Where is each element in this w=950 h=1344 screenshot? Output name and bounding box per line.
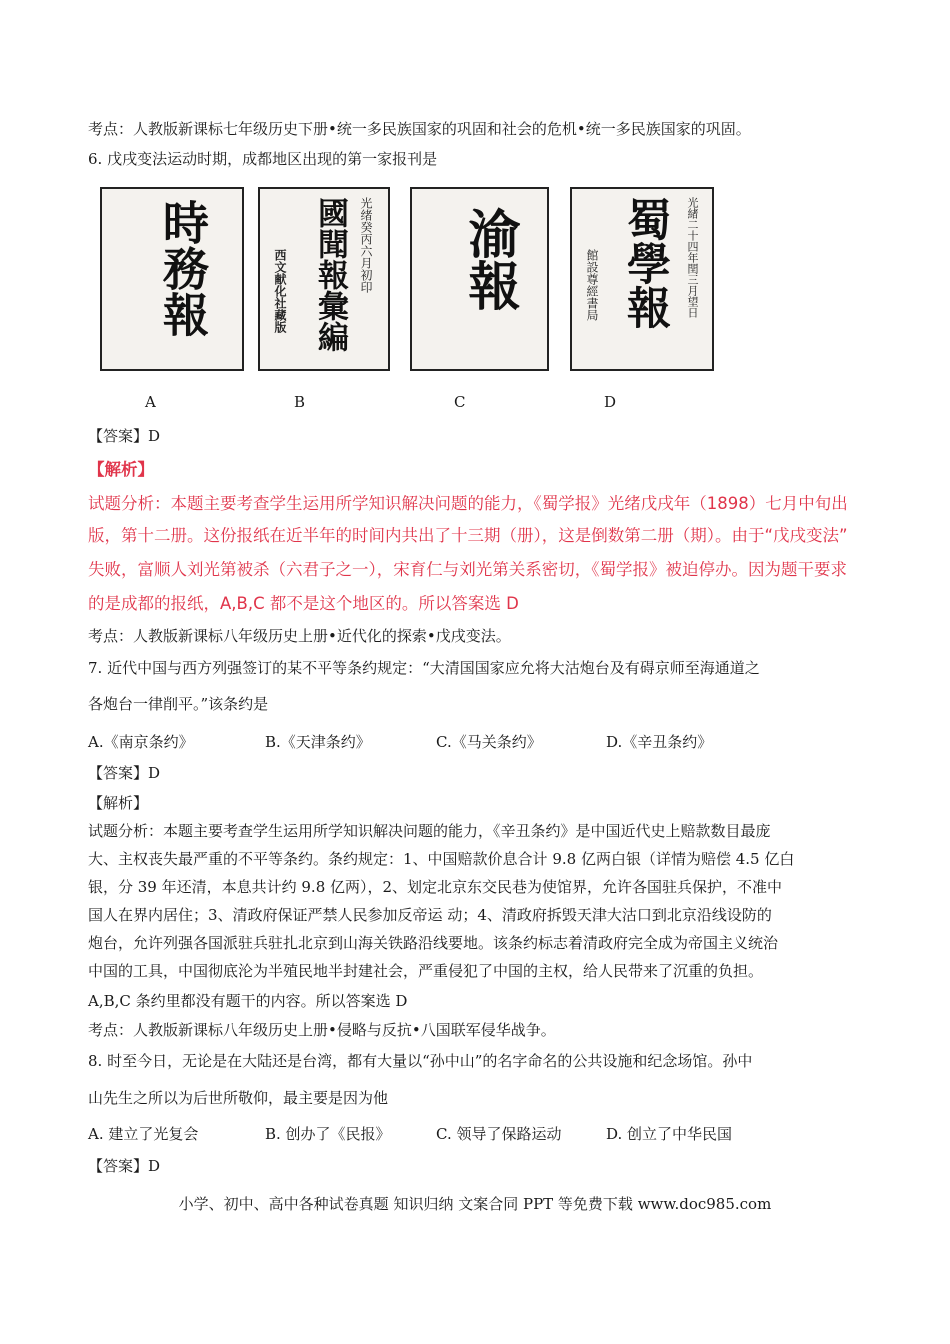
analysis-7-heading: 【解析】 xyxy=(88,794,149,812)
newspaper-image-a xyxy=(100,187,244,371)
analysis-7-line: 国人在界内居住；3、清政府保证严禁人民参加反帝运 动；4、清政府拆毁天津大沽口到北京沿线设防的 xyxy=(88,906,772,924)
question-7: 7. 近代中国与西方列强签订的某不平等条约规定：“大清国国家应允将大沽炮台及有碍京师至海通道之 xyxy=(88,659,760,677)
image-b-side-left: 西文献化社藏版 xyxy=(273,249,287,333)
newspaper-image-b xyxy=(258,187,390,371)
newspaper-image-c xyxy=(410,187,549,371)
q7-option-a: A.《南京条约》 xyxy=(88,733,194,751)
image-label-d: D xyxy=(604,393,617,411)
answer-7: 【答案】D xyxy=(88,764,161,782)
question-8-cont: 山先生之所以为后世所敬仰，最主要是因为他 xyxy=(88,1089,389,1107)
answer-6: 【答案】D xyxy=(88,427,161,445)
newspaper-image-d xyxy=(570,187,714,371)
text-line: 考点：人教版新课标七年级历史下册•统一多民族国家的巩固和社会的危机•统一多民族国家的巩固。 xyxy=(88,120,751,138)
q7-option-b: B.《天津条约》 xyxy=(265,733,371,751)
q8-option-b: B. 创办了《民报》 xyxy=(265,1125,391,1143)
image-label-b: B xyxy=(294,393,306,411)
kaodian-6: 考点：人教版新课标八年级历史上册•近代化的探索•戊戌变法。 xyxy=(88,627,511,645)
image-c-title: 渝報 xyxy=(459,207,520,311)
analysis-6-line: 版，第十二册。这份报纸在近半年的时间内共出了十三期（册），这是倒数第二册（期）。由于“戊戌变法” xyxy=(88,526,848,545)
analysis-7-line: A,B,C 条约里都没有题干的内容。所以答案选 D xyxy=(88,992,408,1010)
analysis-6-line: 失败，富顺人刘光第被杀（六君子之一），宋育仁与刘光第关系密切，《蜀学报》被迫停办。因为题干要求 xyxy=(88,560,847,579)
image-a-title: 時務報 xyxy=(156,199,210,337)
q8-option-c: C. 领导了保路运动 xyxy=(436,1125,562,1143)
q7-option-d: D.《辛丑条约》 xyxy=(606,733,713,751)
answer-8: 【答案】D xyxy=(88,1157,161,1175)
image-d-side-right: 光緒二十四年閏三月望日 xyxy=(686,197,699,318)
analysis-7-line: 银，分 39 年还清，本息共计约 9.8 亿两），2、划定北京东交民巷为使馆界，允许各国驻兵保护，不准中 xyxy=(88,878,783,896)
image-label-a: A xyxy=(145,393,156,411)
question-6: 6. 戊戌变法运动时期，成都地区出现的第一家报刊是 xyxy=(88,150,438,168)
analysis-7-line: 大、主权丧失最严重的不平等条约。条约规定：1、中国赔款价息合计 9.8 亿两白银（详情为赔偿 4.5 亿白 xyxy=(88,850,795,868)
analysis-7-line: 炮台，允许列强各国派驻兵驻扎北京到山海关铁路沿线要地。该条约标志着清政府完全成为帝国主义统治 xyxy=(88,934,779,952)
analysis-7-line: 中国的工具，中国彻底沦为半殖民地半封建社会，严重侵犯了中国的主权，给人民带来了沉重的负担。 xyxy=(88,962,764,980)
footer: 小学、初中、高中各种试卷真题 知识归纳 文案合同 PPT 等免费下载 www.doc985.com xyxy=(178,1195,772,1213)
analysis-7-line: 试题分析：本题主要考查学生运用所学知识解决问题的能力，《辛丑条约》是中国近代史上赔款数目最庞 xyxy=(88,822,771,840)
question-7-cont: 各炮台一律削平。”该条约是 xyxy=(88,695,269,713)
image-label-c: C xyxy=(454,393,466,411)
q7-option-c: C.《马关条约》 xyxy=(436,733,542,751)
question-8: 8. 时至今日，无论是在大陆还是台湾，都有大量以“孙中山”的名字命名的公共设施和纪念场馆。孙中 xyxy=(88,1052,753,1070)
q8-option-d: D. 创立了中华民国 xyxy=(606,1125,733,1143)
image-b-title: 國聞報彙編 xyxy=(312,197,348,352)
analysis-6-line: 的是成都的报纸，A,B,C 都不是这个地区的。所以答案选 D xyxy=(88,594,519,613)
q8-option-a: A. 建立了光复会 xyxy=(88,1125,199,1143)
analysis-6-line: 试题分析：本题主要考查学生运用所学知识解决问题的能力，《蜀学报》光绪戊戌年（1898）七月中旬出 xyxy=(88,494,848,513)
kaodian-7: 考点：人教版新课标八年级历史上册•侵略与反抗•八国联军侵华战争。 xyxy=(88,1021,556,1039)
image-b-side-right: 光绪癸丙六月初印 xyxy=(359,197,373,293)
image-d-side-left: 館設尊經書局 xyxy=(585,249,599,321)
image-d-title: 蜀學報 xyxy=(619,197,670,329)
analysis-6-heading: 【解析】 xyxy=(88,460,154,479)
